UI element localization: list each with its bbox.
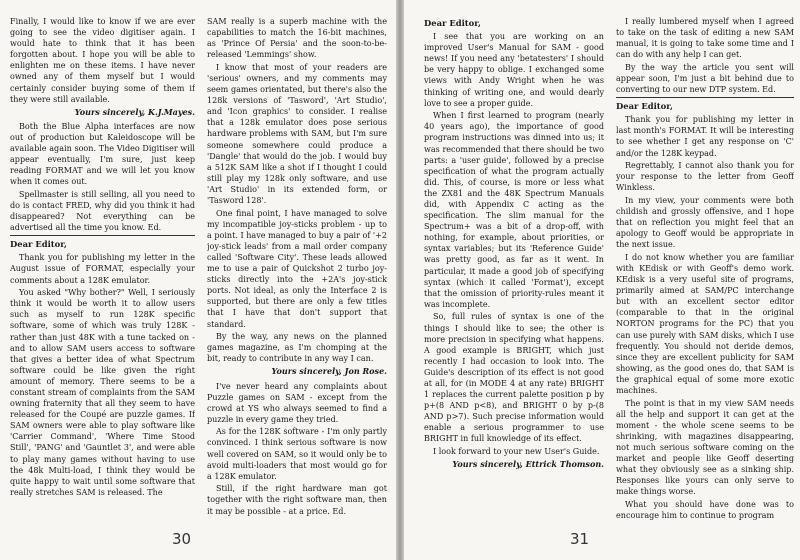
paragraph: Thank you for publishing my letter in last month's FORMAT. It will be interesting to see whether I get any response on 'C' and/or the 128K keypad. bbox=[616, 115, 794, 158]
letter-heading: Dear Editor, bbox=[616, 101, 673, 112]
paragraph: I do not know whether you are familiar with KEdisk or with Geoff's demo work. KEdisk is a very useful site of programs, primarily aimed at SAM/PC interchange but with an excellent sector editor (comparable to that in the original NORTON programs for the PC) that you can use purely with SAM disks, which I use frequently. You should not deride demos, since they are excellent publicity for SAM showing, as the good ones do, that SAM is the graphical equal of some more exotic machines. bbox=[616, 252, 794, 395]
signature: Yours sincerely, K.J.Mayes. bbox=[74, 106, 195, 117]
signature: Yours sincerely, Ettrick Thomson. bbox=[452, 459, 604, 470]
page-number: 31 bbox=[570, 530, 590, 548]
paragraph: What you should have done was to encourage him to continue to program bbox=[616, 499, 794, 521]
paragraph: Regrettably, I cannot also thank you for your response to the letter from Geoff Winkless. bbox=[616, 161, 794, 193]
paragraph: Still, if the right hardware man got together with the right software man, then it may be possible - at a price. Ed. bbox=[207, 484, 387, 516]
paragraph: By the way the article you sent will appear soon, I'm just a bit behind due to converting to our new DTP system. Ed. bbox=[616, 62, 794, 95]
paragraph: By the way, any news on the planned games magazine, as I'm chomping at the bit, ready to contribute in any way I can. bbox=[207, 332, 387, 364]
left-page-column-1 bbox=[10, 16, 195, 526]
paragraph: The point is that in my view SAM needs all the help and support it can get at the moment - the whole scene seems to be shrinking, with magazines disappearing, not much serious software coming on the market and people like Geoff deserting what they obviously see as a sinking ship. Responses like yours can only serve to make things worse. bbox=[616, 398, 794, 497]
paragraph: I see that you are working on an improved User's Manual for SAM - good news! If you need any 'betatesters' I should be very happy to oblige. I exchanged some views with Andy Wright when he was thinking of writing one, and would dearly love to see a proper guide. bbox=[424, 32, 604, 108]
paragraph: Finally, I would like to know if we are ever going to see the video digitiser again. I would hate to think that it has been forgotten about. I hope you will be able to enlighten me on these items. I have never owned any of them myself but I would certainly consider buying some of them if they were still available. bbox=[10, 17, 195, 104]
divider bbox=[616, 97, 794, 98]
paragraph: Thank you for publishing my letter in the August issue of FORMAT, especially your comments about a 128K emulator. bbox=[10, 253, 195, 285]
left-page bbox=[0, 0, 396, 560]
right-page-column-1 bbox=[424, 16, 604, 526]
letter-heading: Dear Editor, bbox=[424, 18, 481, 28]
paragraph: Both the Blue Alpha interfaces are now out of production but Kaleidoscope will be available again soon. The Video Digitiser will appear eventually, I'm sure, just keep reading FORMAT and we will let you know when it comes out. bbox=[10, 121, 195, 187]
paragraph: I've never heard any complaints about Puzzle games on SAM - except from the crowd at YS who always seemed to find a puzzle in every game they tried. bbox=[207, 381, 387, 424]
right-page-column-2 bbox=[616, 16, 794, 526]
paragraph: I really lumbered myself when I agreed to take on the task of editing a new SAM manual, it is going to take some time and I can do with any help I can get. bbox=[616, 17, 794, 60]
paragraph: So, full rules of syntax is one of the things I should like to see; the other is more precision in specifying what happens. A good example is BRIGHT, which just recently I had occasion to look into. The Guide's description of its effect is not good at all, for (in MODE 4 at any rate) BRIGHT 1 replaces the current palette position p by p+(8 AND p<8), and BRIGHT 0 by p-(8 AND p>7). Such precise information would enable a serious programmer to use BRIGHT in full knowledge of its effect. bbox=[424, 312, 604, 444]
page-number: 30 bbox=[172, 530, 192, 548]
paragraph: As for the 128K software - I'm only partly convinced. I think serious software is now well covered on SAM, so it would only be to avoid multi-loaders that most would go for a 128K emulator. bbox=[207, 427, 387, 481]
signature: Yours sincerely, Jon Rose. bbox=[271, 366, 387, 377]
left-page-column-2 bbox=[207, 16, 387, 526]
divider bbox=[10, 235, 195, 236]
paragraph: When I first learned to program (nearly 40 years ago), the importance of good program instructions was dinned into us; it was recommended that there should be two parts: a 'user guide', followed by a precise specification of what the program actually did. This, of course, is more or less what the ZX81 and the 48K Spectrum Manuals did, with Appendix C acting as the specification. The slim manual for the Spectrum+ was a bit of a drop-off, with nothing, for example, about priorities, or syntax variables; but its 'Reference Guide' was pretty good, as far as it went. In particular, it made a good job of specifying syntax (which it called 'Format'), except that the omission of priority-rules meant it was incomplete. bbox=[424, 111, 604, 309]
paragraph: One final point, I have managed to solve my incompatible joy-sticks problem - up to a point. I have managed to buy a pair of '+2 joy-stick leads' from a mail order company called 'Software City'. These leads allowed me to use a pair of Quickshot 2 turbo joy-sticks directly into the +2A's joy-stick ports. Not ideal, as only the Interface 2 is supported, but there are only a few titles that I have that don't support that standard. bbox=[207, 208, 387, 329]
paragraph: Spellmaster is still selling, all you need to do is contact FRED, why did you think it had disappeared? Not everything can be advertised all the time you know. Ed. bbox=[10, 189, 195, 233]
paragraph: In my view, your comments were both childish and grossly offensive, and I hope that on reflection you might feel that an apology to Geoff would be appropriate in the next issue. bbox=[616, 195, 794, 250]
paragraph: I know that most of your readers are 'serious' owners, and my comments may seem games orientated, but there's also the 128k versions of 'Tasword', 'Art Studio', and 'Icon graphics' to consider. I realise that a 128k emulator does pose serious hardware problems with SAM, but I'm sure someone somewhere could produce a 'Dangle' that would do the job. I would buy a 512K SAM like a shot if I thought I could still play my 128k only software, and use 'Art Studio' in its extended form, or 'Tasword 128'. bbox=[207, 62, 387, 205]
letter-heading: Dear Editor, bbox=[10, 239, 67, 250]
book-gutter bbox=[396, 0, 404, 560]
right-page bbox=[404, 0, 800, 560]
paragraph: You asked "Why bother?" Well, I seriously think it would be worth it to allow users such as myself to run 128K specific software, some of which was truly 128K - rather than just 48K with a tune tacked on - and to allow SAM users access to software that gives a better idea of what Spectrum software could be like given the right amount of memory. There seems to be a constant stream of complaints from the SAM owning fraternity that all they seem to have released for the Coupé are puzzle games. If SAM owners were able to play software like 'Carrier Command', 'Where Time Stood Still', 'PANG' and 'Gauntlet 3', and were able to play many games without having to use the 48k Multi-load, I think they would be quite happy to wait until some software that really stretches SAM is released. The bbox=[10, 288, 195, 497]
paragraph: SAM really is a superb machine with the capabilities to match the 16-bit machines, as 'Prince Of Persia' and the soon-to-be-released 'Lemmings' show. bbox=[207, 17, 387, 60]
paragraph: I look forward to your new User's Guide. bbox=[433, 447, 600, 457]
